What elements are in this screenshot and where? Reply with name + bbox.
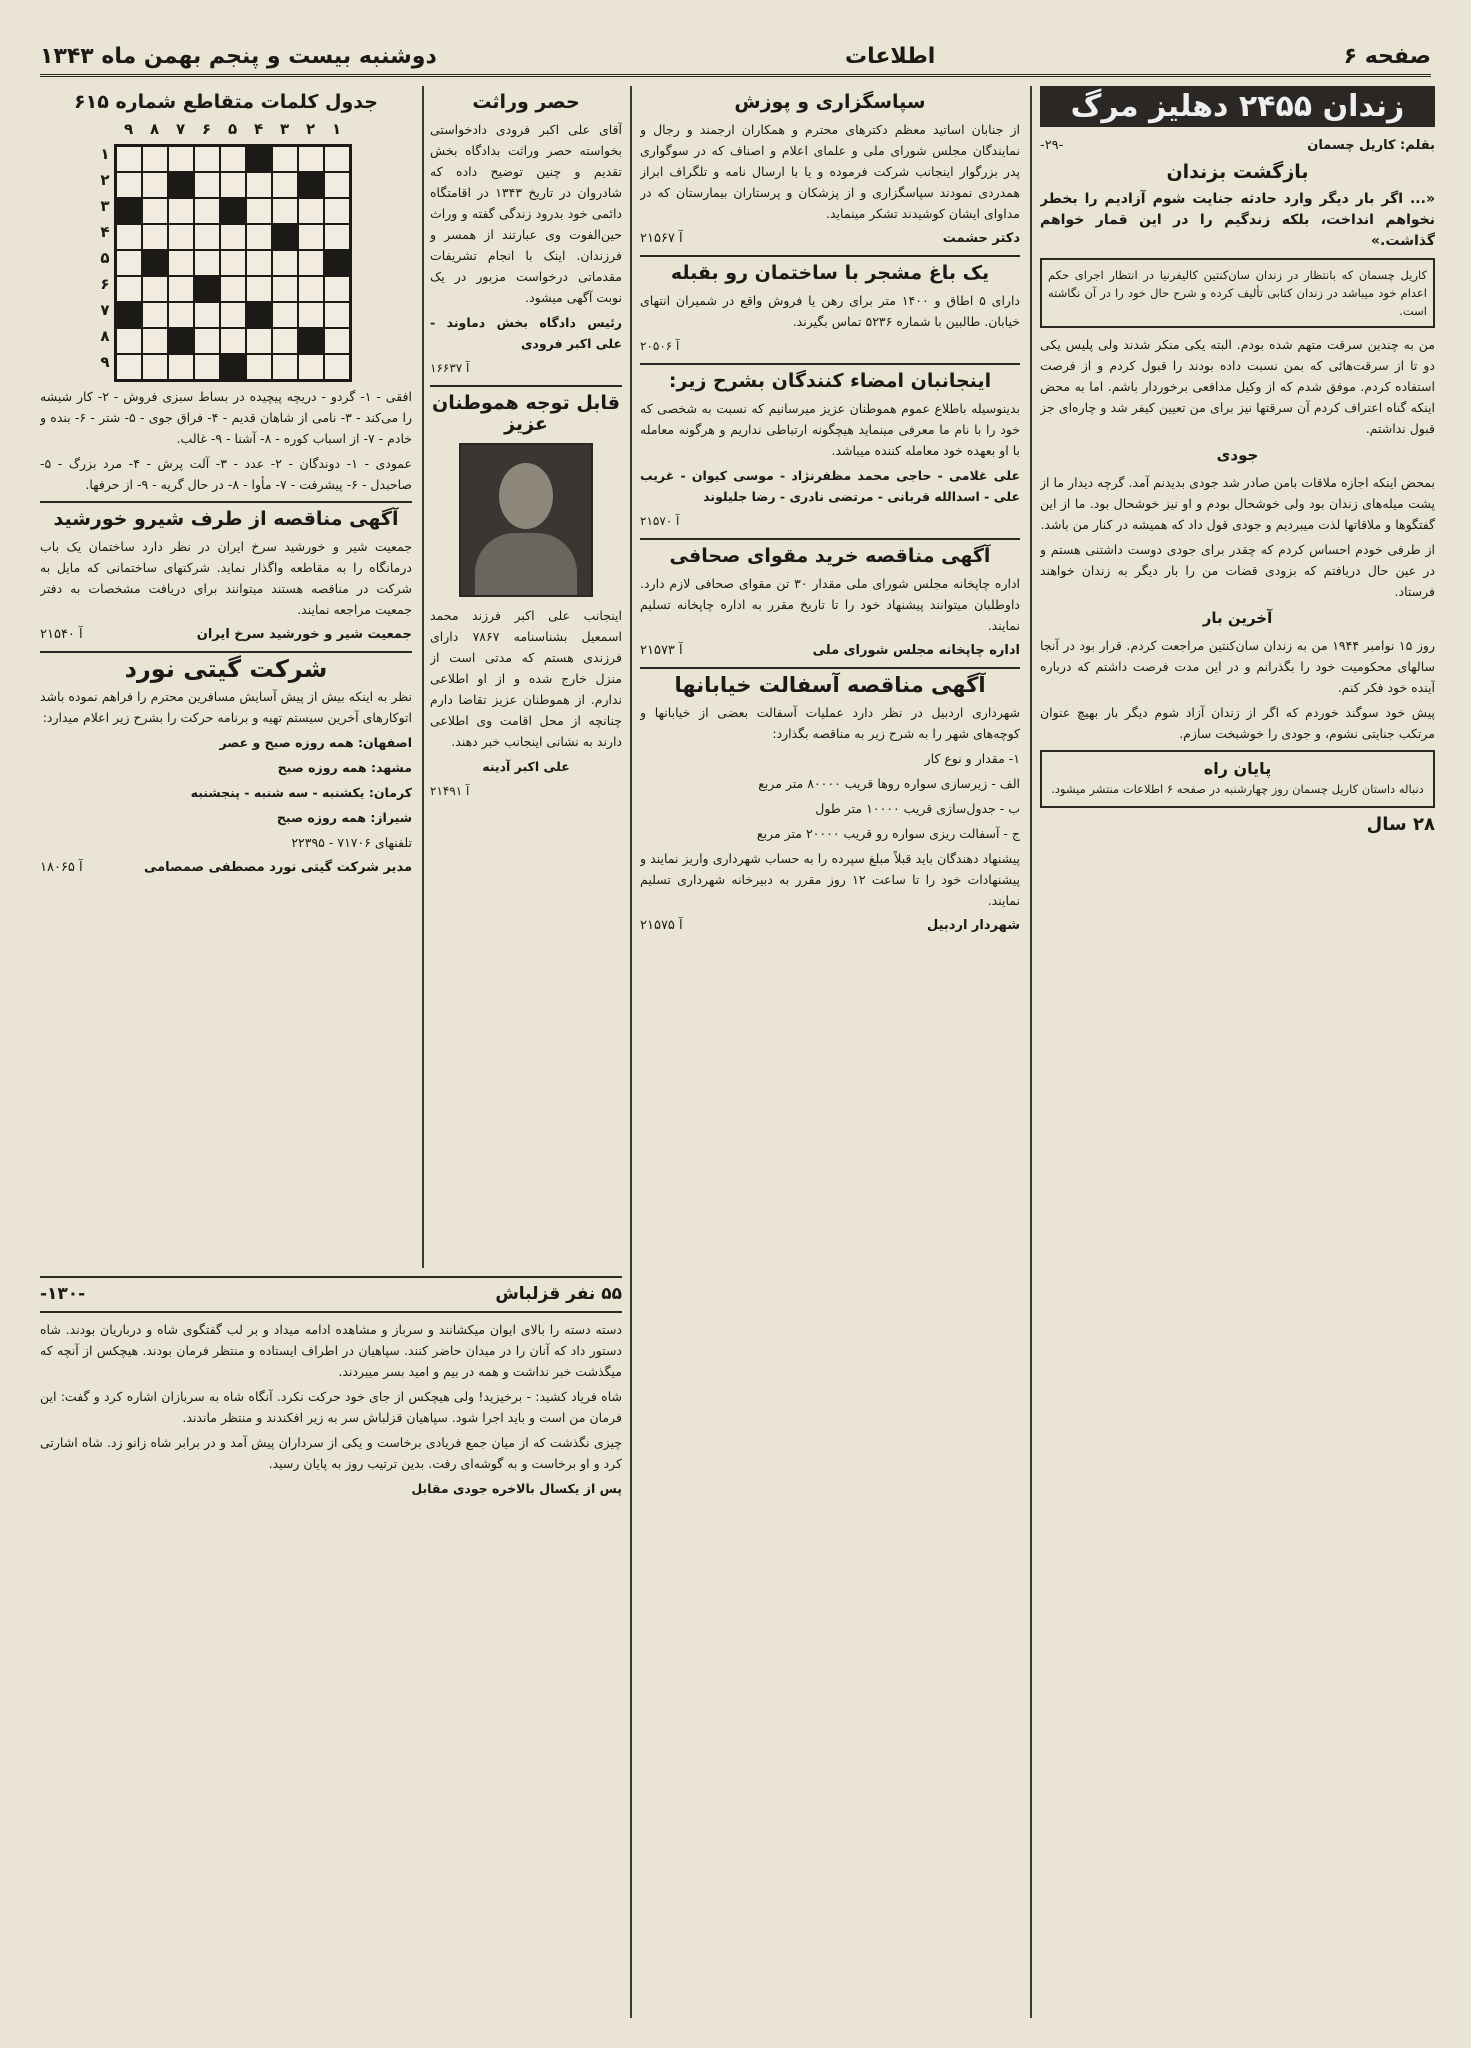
crossword-row-number: ۲ xyxy=(100,171,110,189)
crossword-row-number: ۱ xyxy=(100,145,110,163)
crossword-cell xyxy=(142,224,168,250)
attention-sign: علی اکبر آدینه xyxy=(482,759,570,774)
company-route-4: شیراز: همه روزه صبح xyxy=(276,810,412,825)
crossword-cell xyxy=(298,224,324,250)
asphalt-tender-text-2: پیشنهاد دهندگان باید قبلاً مبلغ سپرده را به حساب شهرداری واریز نمایند و پیشنهادات خود را تا ساعت ۱۲ روز مقرر به دبیرخانه شهرداری تسلیم نمایند. xyxy=(640,851,1020,908)
crossword-row-number: ۴ xyxy=(100,223,110,241)
company-title: شرکت گیتی نورد xyxy=(124,655,328,683)
garden-ad-ref: آ ۲۰۵۰۶ xyxy=(640,339,680,353)
crossword-cell xyxy=(324,276,350,302)
attention-text: اینجانب علی اکبر فرزند محمد اسمعیل بشناسنامه ۷۸۶۷ دارای فرزندی هستم که مدتی است از منزل خارج شده و از او اطلاعی ندارم. از هموطنان عزیز تقاضا دارم چنانچه از محل اقامت وی اطلاعی دارند به نشانی اینجانب خبر دهند. xyxy=(430,608,622,749)
crossword-col-number: ۳ xyxy=(280,120,290,138)
crossword-cell xyxy=(168,328,194,354)
crossword-cell xyxy=(246,224,272,250)
signers-ref: آ ۲۱۵۷۰ xyxy=(640,514,680,528)
crossword-cell xyxy=(298,276,324,302)
ads-column-center xyxy=(640,86,1020,2028)
byline: بقلم: کاریل چسمان xyxy=(1307,138,1435,153)
crossword-down: عمودی - ۱- دوندگان - ۲- عدد - ۳- آلت پرش - ۴- مرد بزرگ - ۵- صاحبدل - ۶- پیشرفت - ۷- مأوا - ۸- در حال گریه - ۹- از حرفها. xyxy=(40,456,412,492)
crossword-col-number: ۸ xyxy=(150,120,160,138)
crossword-col-number: ۴ xyxy=(254,120,264,138)
serial-title: ۵۵ نفر قزلباش xyxy=(495,1284,622,1304)
crossword-col-number: ۹ xyxy=(124,120,134,138)
crossword-cell xyxy=(194,224,220,250)
crossword-cell xyxy=(194,198,220,224)
crossword-cell xyxy=(116,328,142,354)
crossword-cell xyxy=(272,172,298,198)
part-number: -۲۹- xyxy=(1040,138,1064,153)
crossword-cell xyxy=(246,250,272,276)
attention-ref: آ ۲۱۴۹۱ xyxy=(430,784,470,798)
asphalt-item-1: ۱- مقدار و نوع کار xyxy=(924,751,1020,766)
subhead-last-time: آخرین بار xyxy=(1202,609,1273,627)
serial-banner: زندان ۲۴۵۵ دهلیز مرگ xyxy=(1040,86,1435,127)
crossword-cell xyxy=(142,302,168,328)
crossword-cell xyxy=(168,198,194,224)
issue-date: دوشنبه بیست و پنجم بهمن ماه ۱۳۴۳ xyxy=(40,43,437,69)
page-number: صفحه ۶ xyxy=(1343,43,1431,69)
inheritance-text: آقای علی اکبر فرودی دادخواستی بخواسته حصر وراثت بدادگاه بخش تقدیم و چنین توضیح داده که شادروان در تاریخ ۱۳۴۳ در اقامتگاه دائمی خود بدرود زندگی گفته و وراث حین‌الفوت وی عبارتند از همسر و فرزندان. اینک با انجام تشریفات مقدماتی درخواست مزبور در یک نوبت آگهی میشود. xyxy=(430,122,622,305)
column-rule xyxy=(630,86,632,2018)
asphalt-tender-title: آگهی مناقصه آسفالت خیابانها xyxy=(674,673,986,697)
crossword-cell xyxy=(142,172,168,198)
crossword-cell xyxy=(194,250,220,276)
cardboard-tender-text: اداره چاپخانه مجلس شورای ملی مقدار ۳۰ تن مقوای صحافی لازم دارد. داوطلبان میتوانند پیشنهاد خود را تا تاریخ مقرر به اداره چاپخانه تسلیم نمایند. xyxy=(640,576,1020,633)
crossword-cell xyxy=(168,354,194,380)
crossword-cell xyxy=(246,354,272,380)
garden-ad-text: دارای ۵ اطاق و ۱۴۰۰ متر برای رهن یا فروش واقع در شمیران انتهای خیابان. طالبین با شماره ۵۲۳۶ تماس بگیرند. xyxy=(640,293,1020,329)
subhead-judy: جودی xyxy=(1216,446,1259,464)
inheritance-ref: آ ۱۶۶۳۷ xyxy=(430,361,470,375)
ending-box xyxy=(1040,750,1435,808)
puzzle-column xyxy=(40,86,412,1268)
portrait-photo xyxy=(459,443,593,597)
crossword-cell xyxy=(246,328,272,354)
crossword-cell xyxy=(168,250,194,276)
crossword-cell xyxy=(116,276,142,302)
thanks-sign: دکتر حشمت xyxy=(942,231,1020,246)
signers-ad-title: اینجانبان امضاء کنندگان بشرح زیر: xyxy=(668,370,992,392)
crossword-cell xyxy=(272,250,298,276)
page-header xyxy=(40,38,1431,77)
crossword-cell xyxy=(272,302,298,328)
newspaper-name: اطلاعات xyxy=(844,43,936,69)
crossword-cell xyxy=(220,354,246,380)
crossword-cell xyxy=(142,250,168,276)
crossword-column-numbers xyxy=(114,119,352,140)
crossword-cell xyxy=(116,354,142,380)
crossword-grid xyxy=(114,144,352,382)
crossword-cell xyxy=(142,198,168,224)
crossword-cell xyxy=(324,328,350,354)
crossword-cell xyxy=(220,198,246,224)
serial-number: -۱۳۰- xyxy=(40,1284,86,1304)
crossword-cell xyxy=(116,198,142,224)
redcross-tender-text: جمعیت شیر و خورشید سرخ ایران در نظر دارد ساختمان یک باب درمانگاه را به مقاطعه واگذار نماید. شرکتهای ساختمانی که مایل به شرکت در مناقصه هستند میتوانند برای دریافت مشخصات به دفتر جمعیت مراجعه نمایند. xyxy=(40,539,412,617)
crossword-row-number: ۸ xyxy=(100,327,110,345)
crossword-col-number: ۷ xyxy=(176,120,186,138)
crossword-cell xyxy=(142,276,168,302)
footer-label: ۲۸ سال xyxy=(1366,814,1435,835)
crossword-cell xyxy=(168,302,194,328)
cardboard-ref: آ ۲۱۵۷۳ xyxy=(640,643,683,658)
asphalt-sign: شهردار اردبیل xyxy=(927,918,1020,933)
crossword-cell xyxy=(168,146,194,172)
inheritance-title: حصر وراثت xyxy=(472,91,580,113)
crossword-cell xyxy=(116,172,142,198)
section-title: بازگشت بزندان xyxy=(1166,161,1309,183)
story-body-2: بمحض اینکه اجازه ملاقات بامن صادر شد جودی بدیدنم آمد. گرچه دیدار ما از پشت میله‌های زندان بود ولی خوشحال بودم و او نیز خوشحال بود. ما از این گفتگوها و ملاقاتها لذت میبردیم و جودی قول داد که همیشه در کنار من باشد. xyxy=(1040,475,1435,532)
serial-story-bottom xyxy=(40,1270,622,2028)
crossword-cell xyxy=(246,276,272,302)
crossword-cell xyxy=(246,198,272,224)
crossword-row-numbers xyxy=(100,141,109,375)
garden-ad-title: یک باغ مشجر با ساختمان رو بقبله xyxy=(670,262,990,284)
redcross-sign: جمعیت شیر و خورشید سرخ ایران xyxy=(196,627,412,642)
crossword-cell xyxy=(298,302,324,328)
crossword-cell xyxy=(194,354,220,380)
signers-names: علی غلامی - حاجی محمد مظفرنژاد - موسی کیوان - غریب علی - اسدالله قربانی - مرتضی نادری - رضا جلیلوند xyxy=(640,468,1020,504)
crossword-cell xyxy=(298,250,324,276)
thanks-text: از جنابان اساتید معظم دکترهای محترم و همکاران ارجمند و رجال و نمایندگان مجلس شورای ملی و علمای اعلام و اصناف که در سوگواری پدر بزرگوار اینجانب شرکت فرموده و یا با ارسال نامه و تلگراف ابراز همدردی نمودند سپاسگزاری و از پزشکان و پرستاران بیمارستان که در مداوای ایشان کوشیدند تشکر مینماید. xyxy=(640,122,1020,221)
serial-text-3: چیزی نگذشت که از میان جمع فریادی برخاست و یکی از سرداران پیش آمد و در برابر شاه زانو زد. شاه اشارتی کرد و او برخاست و به گوشه‌ای رفت. بدین ترتیب روز به پایان رسید. xyxy=(40,1435,622,1471)
crossword-cell xyxy=(324,224,350,250)
crossword-cell xyxy=(194,328,220,354)
asphalt-tender-text: شهرداری اردبیل در نظر دارد عملیات آسفالت بعضی از خیابانها و کوچه‌های شهر را به شرح زیر به مناقصه بگذارد: xyxy=(640,705,1020,741)
editor-note: کاریل چسمان که بانتظار در زندان سان‌کنتین کالیفرنیا در انتظار اجرای حکم اعدام خود میباشد در زندان کتابی تألیف کرده و شرح حال خود را در آن نگاشته است. xyxy=(1040,258,1435,328)
crossword-row-number: ۶ xyxy=(100,275,110,293)
ending-note: دنباله داستان کاریل چسمان روز چهارشنبه در صفحه ۶ اطلاعات منتشر میشود. xyxy=(1051,782,1424,796)
crossword-cell xyxy=(246,146,272,172)
crossword-cell xyxy=(298,354,324,380)
crossword-cell xyxy=(298,198,324,224)
redcross-tender-title: آگهی مناقصه از طرف شیرو خورشید xyxy=(53,508,399,530)
crossword-cell xyxy=(116,146,142,172)
crossword-cell xyxy=(142,354,168,380)
crossword-cell xyxy=(272,198,298,224)
cardboard-tender-title: آگهی مناقصه خرید مقوای صحافی xyxy=(669,545,991,567)
crossword-col-number: ۲ xyxy=(306,120,316,138)
crossword-row-number: ۹ xyxy=(100,353,110,371)
crossword-cell xyxy=(324,146,350,172)
redcross-ref: آ ۲۱۵۴۰ xyxy=(40,627,83,642)
crossword-cell xyxy=(272,224,298,250)
crossword-cell xyxy=(272,354,298,380)
serial-continuation: پس از یکسال بالاخره جودی مقابل xyxy=(411,1481,622,1496)
company-sign: مدیر شرکت گیتی نورد مصطفی صمصامی xyxy=(143,860,412,875)
inheritance-sign: رئیس دادگاه بخش دماوند - علی اکبر فرودی xyxy=(430,315,622,351)
story-column xyxy=(1040,86,1435,2028)
company-route-1: اصفهان: همه روزه صبح و عصر xyxy=(219,735,412,750)
serial-text: دسته دسته را بالای ایوان میکشانند و سرباز و مشاهده ادامه میداد و بر لب گفتگوی شاه و درباریان بودند. شاه دستور داد که آنان را در میدان حاضر کنند. سپاهیان در اطراف ایستاده و منتظر فرمان بودند. هیچکس از آنچه که میگذشت خبر نداشت و همه در بیم و امید بسر میبردند. xyxy=(40,1322,622,1379)
crossword-cell xyxy=(116,250,142,276)
crossword-cell xyxy=(220,250,246,276)
crossword-cell xyxy=(168,224,194,250)
story-body-3: از طرفی خودم احساس کردم که چقدر برای جودی دوست داشتنی هستم و در عین حال دریافتم که بزودی قضات من را بار دیگر به زندان خواهند فرستاد. xyxy=(1040,542,1435,599)
crossword-cell xyxy=(220,276,246,302)
crossword-row-number: ۳ xyxy=(100,197,110,215)
crossword-cell xyxy=(116,302,142,328)
thanks-title: سپاسگزاری و پوزش xyxy=(734,91,926,113)
crossword-cell xyxy=(220,328,246,354)
crossword-cell xyxy=(298,172,324,198)
crossword-col-number: ۱ xyxy=(332,120,342,138)
opening-quote: «... اگر بار دیگر وارد حادثه جنایت شوم آزادیم را بخطر نخواهم انداخت، بلکه زندگیم را در این قمار خواهم گذاشت.» xyxy=(1040,191,1435,249)
asphalt-item-3: ب - جدول‌سازی قریب ۱۰۰۰۰ متر طول xyxy=(815,801,1020,816)
serial-text-2: شاه فریاد کشید: - برخیزید! ولی هیچکس از جای خود حرکت نکرد. آنگاه شاه به سربازان اشاره کرد و گفت: این فرمان من است و باید اجرا شود. سپاهیان قزلباش سر به زیر افکندند و منتظر ماندند. xyxy=(40,1389,622,1425)
crossword-cell xyxy=(168,276,194,302)
notices-column xyxy=(430,86,622,1268)
crossword-cell xyxy=(324,198,350,224)
asphalt-ref: آ ۲۱۵۷۵ xyxy=(640,918,683,933)
crossword-cell xyxy=(324,302,350,328)
crossword-cell xyxy=(298,328,324,354)
crossword-row-number: ۵ xyxy=(100,249,110,267)
crossword-cell xyxy=(246,172,272,198)
crossword-cell xyxy=(142,328,168,354)
crossword-cell xyxy=(220,146,246,172)
crossword-cell xyxy=(324,250,350,276)
crossword-cell xyxy=(116,224,142,250)
crossword-cell xyxy=(194,146,220,172)
company-route-2: مشهد: همه روزه صبح xyxy=(277,760,412,775)
crossword-across: افقی - ۱- گردو - دریچه پیچیده در بساط سبزی فروش - ۲- کار شیشه را می‌کند - ۳- نامی از شاهان قدیم - ۴- فراق جوی - ۵- شتر - ۶- بنده و خادم - ۷- از اسباب کوره - ۸- آشنا - ۹- غالب. xyxy=(40,389,412,446)
story-body: من به چندین سرقت متهم شده بودم. البته یکی منکر شدند ولی پلیس یکی دو تا از سرقت‌هائی که بمن نسبت داده بودند را قبول کردم و از فرصت استفاده کردم. موفق شدم که از وکیل مدافعی برخوردار باشم. اما به محض اینکه گناه اعتراف کردم آن سرقتها نیز برای من تعیین کیفر شد و چاره‌ای جز قبول نداشتم. xyxy=(1040,337,1435,436)
cardboard-sign: اداره چاپخانه مجلس شورای ملی xyxy=(812,643,1020,658)
attention-title: قابل توجه هموطنان عزیز xyxy=(432,392,620,435)
crossword-row-number: ۷ xyxy=(100,301,110,319)
asphalt-item-4: ج - آسفالت ریزی سواره رو قریب ۲۰۰۰۰ متر مربع xyxy=(756,826,1020,841)
company-route-3: کرمان: یکشنبه - سه شنبه - پنجشنبه xyxy=(190,785,412,800)
crossword-cell xyxy=(194,302,220,328)
crossword-cell xyxy=(220,224,246,250)
crossword-cell xyxy=(220,172,246,198)
crossword xyxy=(40,119,412,386)
crossword-cell xyxy=(324,172,350,198)
company-ref: آ ۱۸۰۶۵ xyxy=(40,860,83,875)
thanks-ref: آ ۲۱۵۶۷ xyxy=(640,231,683,246)
crossword-cell xyxy=(272,276,298,302)
crossword-cell xyxy=(142,146,168,172)
column-rule xyxy=(1030,86,1032,2018)
crossword-col-number: ۵ xyxy=(228,120,238,138)
column-rule xyxy=(422,86,424,1268)
story-body-5: پیش خود سوگند خوردم که اگر از زندان آزاد شوم دیگر بار بهیچ عنوان مرتکب جنایتی نشوم، و جودی را خوشبخت سازم. xyxy=(1040,705,1435,741)
signers-ad-text: بدینوسیله باطلاع عموم هموطنان عزیز میرسانیم که نسبت به شخصی که خود را با نام ما معرفی مینماید هیچگونه ارتباطی نداریم و هرگونه معامله با او بعهده خود معامله کننده میباشد. xyxy=(640,401,1020,458)
crossword-cell xyxy=(272,146,298,172)
crossword-cell xyxy=(246,302,272,328)
crossword-cell xyxy=(194,172,220,198)
crossword-cell xyxy=(272,328,298,354)
crossword-cell xyxy=(298,146,324,172)
crossword-title: جدول کلمات متقاطع شماره ۶۱۵ xyxy=(74,91,378,113)
company-phones: تلفنهای ۷۱۷۰۶ - ۲۲۳۹۵ xyxy=(291,835,412,850)
asphalt-item-2: الف - زیرسازی سواره روها قریب ۸۰۰۰۰ متر مربع xyxy=(758,776,1020,791)
crossword-cell xyxy=(168,172,194,198)
crossword-cell xyxy=(324,354,350,380)
story-body-4: روز ۱۵ نوامبر ۱۹۴۴ من به زندان سان‌کنتین مراجعت کردم. قرار بود در آنجا سالهای محکومیت خود را بگذرانم و در این مدت فرصت داشتم که درباره آینده خود فکر کنم. xyxy=(1040,638,1435,695)
crossword-cell xyxy=(220,302,246,328)
crossword-col-number: ۶ xyxy=(202,120,212,138)
crossword-cell xyxy=(194,276,220,302)
company-text: نظر به اینکه بیش از پیش آسایش مسافرین محترم را فراهم نموده باشد اتوکارهای آخرین سیستم تهیه و برنامه حرکت را بشرح زیر اعلام میدارد: xyxy=(40,689,412,725)
ending-title: پایان راه xyxy=(1203,759,1272,778)
